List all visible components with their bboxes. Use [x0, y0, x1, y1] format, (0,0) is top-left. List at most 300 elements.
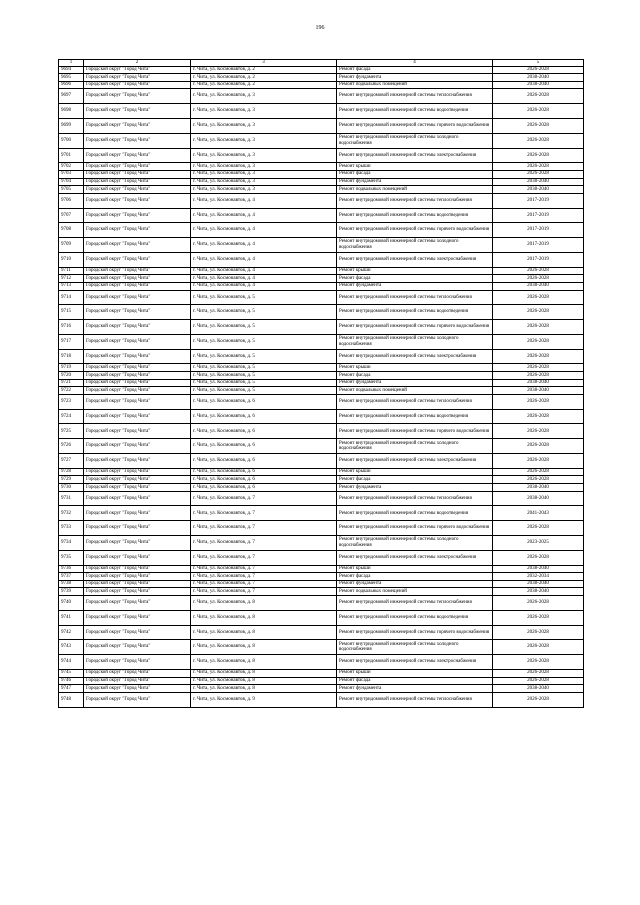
- table-row: [59, 484, 584, 492]
- table-row: [59, 305, 584, 320]
- period-cell: 2026-2028: [493, 320, 584, 335]
- period-cell: 2026-2028: [493, 468, 584, 476]
- work-type-cell: Ремонт фасада: [337, 476, 493, 484]
- table-row: [59, 387, 584, 395]
- period-cell: 2026-2028: [493, 669, 584, 677]
- address-cell: г. Чита, ул. Космонавтов, д. 7: [191, 573, 337, 581]
- row-number: 9737: [59, 573, 84, 581]
- page-number: 196: [315, 25, 325, 31]
- address-cell: г. Чита, ул. Космонавтов, д. 5: [191, 379, 337, 387]
- table-row: [59, 267, 584, 275]
- municipality-cell: Городской округ "Город Чита": [84, 439, 191, 454]
- period-cell: 2038-2040: [493, 186, 584, 194]
- address-cell: г. Чита, ул. Космонавтов, д. 3: [191, 118, 337, 133]
- work-type-cell: Ремонт крыши: [337, 669, 493, 677]
- municipality-cell: Городской округ "Город Чита": [84, 305, 191, 320]
- municipality-cell: Городской округ "Город Чита": [84, 74, 191, 82]
- table-row: [59, 424, 584, 439]
- period-cell: 2026-2028: [493, 655, 584, 670]
- table-row: [59, 282, 584, 290]
- work-type-cell: Ремонт фундамента: [337, 379, 493, 387]
- work-type-cell: Ремонт крыши: [337, 565, 493, 573]
- work-type-cell: Ремонт внутридомовой инженерной системы электроснабжения: [337, 550, 493, 565]
- work-type-cell: Ремонт внутридомовой инженерной системы водоотведения: [337, 409, 493, 424]
- municipality-cell: Городской округ "Город Чита": [84, 550, 191, 565]
- address-cell: г. Чита, ул. Космонавтов, д. 7: [191, 521, 337, 536]
- work-type-cell: Ремонт внутридомовой инженерной системы электроснабжения: [337, 148, 493, 163]
- row-number: 9740: [59, 595, 84, 610]
- work-type-cell: Ремонт фундамента: [337, 484, 493, 492]
- period-cell: 2026-2028: [493, 595, 584, 610]
- municipality-cell: Городской округ "Город Чита": [84, 685, 191, 693]
- period-cell: 2026-2028: [493, 267, 584, 275]
- table-row: [59, 439, 584, 454]
- period-cell: 2038-2040: [493, 379, 584, 387]
- period-cell: 2026-2028: [493, 305, 584, 320]
- table-row: [59, 379, 584, 387]
- table-row: [59, 409, 584, 424]
- table-row: [59, 491, 584, 506]
- row-number: 9708: [59, 223, 84, 238]
- work-type-cell: Ремонт фасада: [337, 275, 493, 283]
- municipality-cell: Городской округ "Город Чита": [84, 148, 191, 163]
- address-cell: г. Чита, ул. Космонавтов, д. 8: [191, 640, 337, 655]
- table-row: [59, 170, 584, 178]
- municipality-cell: Городской округ "Город Чита": [84, 409, 191, 424]
- work-type-cell: Ремонт внутридомовой инженерной системы теплоснабжения: [337, 290, 493, 305]
- work-type-cell: Ремонт внутридомовой инженерной системы теплоснабжения: [337, 692, 493, 707]
- municipality-cell: Городской округ "Город Чита": [84, 454, 191, 469]
- municipality-cell: Городской округ "Город Чита": [84, 163, 191, 171]
- address-cell: г. Чита, ул. Космонавтов, д. 4: [191, 223, 337, 238]
- row-number: 9703: [59, 170, 84, 178]
- period-cell: 2026-2028: [493, 640, 584, 655]
- table-row: [59, 655, 584, 670]
- table-row: [59, 536, 584, 551]
- row-number: 9719: [59, 364, 84, 372]
- work-type-cell: Ремонт внутридомовой инженерной системы холодного водоснабжения: [337, 640, 493, 655]
- period-cell: 2017-2019: [493, 238, 584, 253]
- work-type-cell: Ремонт внутридомовой инженерной системы водоотведения: [337, 610, 493, 625]
- municipality-cell: Городской округ "Город Чита": [84, 223, 191, 238]
- work-type-cell: Ремонт крыши: [337, 364, 493, 372]
- row-number: 9718: [59, 349, 84, 364]
- period-cell: 2026-2028: [493, 439, 584, 454]
- municipality-cell: Городской округ "Город Чита": [84, 387, 191, 395]
- row-number: 9747: [59, 685, 84, 693]
- row-number: 9696: [59, 81, 84, 89]
- address-cell: г. Чита, ул. Космонавтов, д. 7: [191, 491, 337, 506]
- row-number: 9694: [59, 66, 84, 74]
- address-cell: г. Чита, ул. Космонавтов, д. 7: [191, 580, 337, 588]
- period-cell: 2026-2028: [493, 424, 584, 439]
- municipality-cell: Городской округ "Город Чита": [84, 334, 191, 349]
- table-row: [59, 580, 584, 588]
- table-row: [59, 565, 584, 573]
- period-cell: 2026-2028: [493, 692, 584, 707]
- period-cell: 2038-2040: [493, 178, 584, 186]
- period-cell: 2038-2040: [493, 484, 584, 492]
- row-number: 9741: [59, 610, 84, 625]
- row-number: 9716: [59, 320, 84, 335]
- row-number: 9702: [59, 163, 84, 171]
- register-table: [58, 59, 584, 708]
- period-cell: 2026-2028: [493, 163, 584, 171]
- row-number: 9714: [59, 290, 84, 305]
- work-type-cell: Ремонт внутридомовой инженерной системы теплоснабжения: [337, 595, 493, 610]
- address-cell: г. Чита, ул. Космонавтов, д. 6: [191, 484, 337, 492]
- municipality-cell: Городской округ "Город Чита": [84, 133, 191, 148]
- work-type-cell: Ремонт фасада: [337, 573, 493, 581]
- row-number: 9725: [59, 424, 84, 439]
- table-row: [59, 669, 584, 677]
- table-row: [59, 454, 584, 469]
- address-cell: г. Чита, ул. Космонавтов, д. 3: [191, 148, 337, 163]
- table-row: [59, 372, 584, 380]
- table-row: [59, 685, 584, 693]
- row-number: 9723: [59, 394, 84, 409]
- row-number: 9701: [59, 148, 84, 163]
- address-cell: г. Чита, ул. Космонавтов, д. 3: [191, 170, 337, 178]
- row-number: 9745: [59, 669, 84, 677]
- work-type-cell: Ремонт фундамента: [337, 580, 493, 588]
- table-row: [59, 104, 584, 119]
- row-number: 9724: [59, 409, 84, 424]
- municipality-cell: Городской округ "Город Чита": [84, 588, 191, 596]
- municipality-cell: Городской округ "Город Чита": [84, 104, 191, 119]
- work-type-cell: Ремонт фасада: [337, 372, 493, 380]
- address-cell: г. Чита, ул. Космонавтов, д. 5: [191, 320, 337, 335]
- table-row: [59, 550, 584, 565]
- work-type-cell: Ремонт внутридомовой инженерной системы водоотведения: [337, 305, 493, 320]
- municipality-cell: Городской округ "Город Чита": [84, 580, 191, 588]
- row-number: 9705: [59, 186, 84, 194]
- municipality-cell: Городской округ "Город Чита": [84, 677, 191, 685]
- work-type-cell: Ремонт внутридомовой инженерной системы горячего водоснабжения: [337, 424, 493, 439]
- municipality-cell: Городской округ "Город Чита": [84, 491, 191, 506]
- row-number: 9730: [59, 484, 84, 492]
- work-type-cell: Ремонт внутридомовой инженерной системы электроснабжения: [337, 655, 493, 670]
- table-row: [59, 506, 584, 521]
- row-number: 9713: [59, 282, 84, 290]
- row-number: 9736: [59, 565, 84, 573]
- municipality-cell: Городской округ "Город Чита": [84, 669, 191, 677]
- table-row: [59, 74, 584, 82]
- row-number: 9712: [59, 275, 84, 283]
- table-body: [59, 60, 584, 708]
- period-cell: 2026-2028: [493, 89, 584, 104]
- address-cell: г. Чита, ул. Космонавтов, д. 8: [191, 625, 337, 640]
- municipality-cell: Городской округ "Город Чита": [84, 692, 191, 707]
- municipality-cell: Городской округ "Город Чита": [84, 267, 191, 275]
- address-cell: г. Чита, ул. Космонавтов, д. 6: [191, 468, 337, 476]
- period-cell: 2026-2028: [493, 148, 584, 163]
- row-number: 9743: [59, 640, 84, 655]
- work-type-cell: Ремонт внутридомовой инженерной системы электроснабжения: [337, 349, 493, 364]
- work-type-cell: Ремонт внутридомовой инженерной системы холодного водоснабжения: [337, 133, 493, 148]
- row-number: 9746: [59, 677, 84, 685]
- municipality-cell: Городской округ "Город Чита": [84, 394, 191, 409]
- period-cell: 2026-2028: [493, 364, 584, 372]
- municipality-cell: Городской округ "Город Чита": [84, 484, 191, 492]
- municipality-cell: Городской округ "Город Чита": [84, 186, 191, 194]
- period-cell: 2038-2040: [493, 580, 584, 588]
- row-number: 9733: [59, 521, 84, 536]
- address-cell: г. Чита, ул. Космонавтов, д. 8: [191, 677, 337, 685]
- municipality-cell: Городской округ "Город Чита": [84, 536, 191, 551]
- address-cell: г. Чита, ул. Космонавтов, д. 8: [191, 610, 337, 625]
- period-cell: 2038-2040: [493, 387, 584, 395]
- address-cell: г. Чита, ул. Космонавтов, д. 7: [191, 550, 337, 565]
- municipality-cell: Городской округ "Город Чита": [84, 118, 191, 133]
- table-row: [59, 178, 584, 186]
- table-row: [59, 394, 584, 409]
- municipality-cell: Городской округ "Город Чита": [84, 625, 191, 640]
- work-type-cell: Ремонт внутридомовой инженерной системы теплоснабжения: [337, 89, 493, 104]
- address-cell: г. Чита, ул. Космонавтов, д. 8: [191, 595, 337, 610]
- municipality-cell: Городской округ "Город Чита": [84, 178, 191, 186]
- header-row: [59, 60, 584, 67]
- work-type-cell: Ремонт фасада: [337, 677, 493, 685]
- row-number: 9728: [59, 468, 84, 476]
- address-cell: г. Чита, ул. Космонавтов, д. 8: [191, 685, 337, 693]
- work-type-cell: Ремонт фундамента: [337, 685, 493, 693]
- period-cell: 2026-2028: [493, 104, 584, 119]
- municipality-cell: Городской округ "Город Чита": [84, 89, 191, 104]
- table-row: [59, 468, 584, 476]
- work-type-cell: Ремонт внутридомовой инженерной системы горячего водоснабжения: [337, 223, 493, 238]
- period-cell: 2026-2028: [493, 66, 584, 74]
- row-number: 9744: [59, 655, 84, 670]
- row-number: 9710: [59, 252, 84, 267]
- table-row: [59, 186, 584, 194]
- work-type-cell: Ремонт внутридомовой инженерной системы теплоснабжения: [337, 394, 493, 409]
- address-cell: г. Чита, ул. Космонавтов, д. 3: [191, 104, 337, 119]
- work-type-cell: Ремонт фундамента: [337, 74, 493, 82]
- period-cell: 2026-2028: [493, 349, 584, 364]
- period-cell: 2026-2028: [493, 625, 584, 640]
- address-cell: г. Чита, ул. Космонавтов, д. 4: [191, 267, 337, 275]
- period-cell: 2038-2040: [493, 81, 584, 89]
- period-cell: 2026-2028: [493, 677, 584, 685]
- table-row: [59, 588, 584, 596]
- municipality-cell: Городской округ "Город Чита": [84, 521, 191, 536]
- row-number: 9695: [59, 74, 84, 82]
- municipality-cell: Городской округ "Город Чита": [84, 252, 191, 267]
- municipality-cell: Городской округ "Город Чита": [84, 320, 191, 335]
- row-number: 9704: [59, 178, 84, 186]
- work-type-cell: Ремонт внутридомовой инженерной системы водоотведения: [337, 208, 493, 223]
- period-cell: 2026-2028: [493, 476, 584, 484]
- period-cell: 2038-2040: [493, 588, 584, 596]
- period-cell: 2017-2019: [493, 252, 584, 267]
- municipality-cell: Городской округ "Город Чита": [84, 193, 191, 208]
- period-cell: 2026-2028: [493, 372, 584, 380]
- address-cell: г. Чита, ул. Космонавтов, д. 5: [191, 305, 337, 320]
- table-row: [59, 573, 584, 581]
- municipality-cell: Городской округ "Город Чита": [84, 595, 191, 610]
- municipality-cell: Городской округ "Город Чита": [84, 66, 191, 74]
- municipality-cell: Городской округ "Город Чита": [84, 372, 191, 380]
- table-row: [59, 81, 584, 89]
- work-type-cell: Ремонт внутридомовой инженерной системы горячего водоснабжения: [337, 320, 493, 335]
- period-cell: 2026-2028: [493, 409, 584, 424]
- table-row: [59, 252, 584, 267]
- work-type-cell: Ремонт подвальных помещений: [337, 387, 493, 395]
- address-cell: г. Чита, ул. Космонавтов, д. 6: [191, 409, 337, 424]
- address-cell: г. Чита, ул. Космонавтов, д. 3: [191, 186, 337, 194]
- municipality-cell: Городской округ "Город Чита": [84, 238, 191, 253]
- row-number: 9735: [59, 550, 84, 565]
- period-cell: 2026-2028: [493, 118, 584, 133]
- row-number: 9706: [59, 193, 84, 208]
- address-cell: г. Чита, ул. Космонавтов, д. 5: [191, 372, 337, 380]
- work-type-cell: Ремонт внутридомовой инженерной системы горячего водоснабжения: [337, 118, 493, 133]
- table-row: [59, 349, 584, 364]
- address-cell: г. Чита, ул. Космонавтов, д. 3: [191, 133, 337, 148]
- table-row: [59, 677, 584, 685]
- address-cell: г. Чита, ул. Космонавтов, д. 6: [191, 454, 337, 469]
- address-cell: г. Чита, ул. Космонавтов, д. 2: [191, 81, 337, 89]
- municipality-cell: Городской округ "Город Чита": [84, 424, 191, 439]
- row-number: 9720: [59, 372, 84, 380]
- period-cell: 2032-2034: [493, 573, 584, 581]
- period-cell: 2017-2019: [493, 193, 584, 208]
- table-row: [59, 334, 584, 349]
- work-type-cell: Ремонт фундамента: [337, 178, 493, 186]
- table-row: [59, 595, 584, 610]
- work-type-cell: Ремонт внутридомовой инженерной системы холодного водоснабжения: [337, 238, 493, 253]
- municipality-cell: Городской округ "Город Чита": [84, 506, 191, 521]
- municipality-cell: Городской округ "Город Чита": [84, 468, 191, 476]
- row-number: 9697: [59, 89, 84, 104]
- address-cell: г. Чита, ул. Космонавтов, д. 4: [191, 193, 337, 208]
- period-cell: 2038-2040: [493, 685, 584, 693]
- row-number: 9727: [59, 454, 84, 469]
- table-row: [59, 163, 584, 171]
- header-cell: 4: [337, 60, 493, 67]
- address-cell: г. Чита, ул. Космонавтов, д. 3: [191, 89, 337, 104]
- period-cell: 2017-2019: [493, 208, 584, 223]
- row-number: 9726: [59, 439, 84, 454]
- work-type-cell: Ремонт внутридомовой инженерной системы горячего водоснабжения: [337, 521, 493, 536]
- row-number: 9721: [59, 379, 84, 387]
- municipality-cell: Городской округ "Город Чита": [84, 275, 191, 283]
- table-row: [59, 364, 584, 372]
- work-type-cell: Ремонт крыши: [337, 468, 493, 476]
- table-row: [59, 320, 584, 335]
- address-cell: г. Чита, ул. Космонавтов, д. 7: [191, 536, 337, 551]
- table-row: [59, 223, 584, 238]
- period-cell: 2026-2028: [493, 290, 584, 305]
- period-cell: 2026-2028: [493, 550, 584, 565]
- work-type-cell: Ремонт фасада: [337, 66, 493, 74]
- address-cell: г. Чита, ул. Космонавтов, д. 5: [191, 349, 337, 364]
- row-number: 9738: [59, 580, 84, 588]
- period-cell: 2026-2028: [493, 275, 584, 283]
- municipality-cell: Городской округ "Город Чита": [84, 640, 191, 655]
- row-number: 9711: [59, 267, 84, 275]
- table-row: [59, 208, 584, 223]
- table-row: [59, 692, 584, 707]
- row-number: 9739: [59, 588, 84, 596]
- address-cell: г. Чита, ул. Космонавтов, д. 6: [191, 439, 337, 454]
- work-type-cell: Ремонт внутридомовой инженерной системы электроснабжения: [337, 252, 493, 267]
- address-cell: г. Чита, ул. Космонавтов, д. 5: [191, 290, 337, 305]
- address-cell: г. Чита, ул. Космонавтов, д. 4: [191, 208, 337, 223]
- table-row: [59, 66, 584, 74]
- municipality-cell: Городской округ "Город Чита": [84, 610, 191, 625]
- address-cell: г. Чита, ул. Космонавтов, д. 4: [191, 238, 337, 253]
- work-type-cell: Ремонт внутридомовой инженерной системы холодного водоснабжения: [337, 536, 493, 551]
- row-number: 9748: [59, 692, 84, 707]
- row-number: 9729: [59, 476, 84, 484]
- address-cell: г. Чита, ул. Космонавтов, д. 5: [191, 364, 337, 372]
- table-row: [59, 238, 584, 253]
- row-number: 9731: [59, 491, 84, 506]
- period-cell: 2023-2025: [493, 536, 584, 551]
- work-type-cell: Ремонт подвальных помещений: [337, 588, 493, 596]
- work-type-cell: Ремонт крыши: [337, 267, 493, 275]
- work-type-cell: Ремонт внутридомовой инженерной системы холодного водоснабжения: [337, 334, 493, 349]
- row-number: 9734: [59, 536, 84, 551]
- work-type-cell: Ремонт подвальных помещений: [337, 81, 493, 89]
- municipality-cell: Городской округ "Город Чита": [84, 565, 191, 573]
- municipality-cell: Городской округ "Город Чита": [84, 208, 191, 223]
- municipality-cell: Городской округ "Город Чита": [84, 170, 191, 178]
- address-cell: г. Чита, ул. Космонавтов, д. 4: [191, 252, 337, 267]
- address-cell: г. Чита, ул. Космонавтов, д. 5: [191, 334, 337, 349]
- municipality-cell: Городской округ "Город Чита": [84, 476, 191, 484]
- table-row: [59, 148, 584, 163]
- table-row: [59, 275, 584, 283]
- period-cell: 2038-2040: [493, 491, 584, 506]
- period-cell: 2038-2040: [493, 74, 584, 82]
- table-row: [59, 610, 584, 625]
- municipality-cell: Городской округ "Город Чита": [84, 655, 191, 670]
- address-cell: г. Чита, ул. Космонавтов, д. 3: [191, 163, 337, 171]
- municipality-cell: Городской округ "Город Чита": [84, 573, 191, 581]
- period-cell: 2026-2028: [493, 454, 584, 469]
- row-number: 9722: [59, 387, 84, 395]
- address-cell: г. Чита, ул. Космонавтов, д. 7: [191, 506, 337, 521]
- municipality-cell: Городской округ "Город Чита": [84, 81, 191, 89]
- address-cell: г. Чита, ул. Космонавтов, д. 8: [191, 655, 337, 670]
- municipality-cell: Городской округ "Город Чита": [84, 290, 191, 305]
- header-cell: 1: [59, 60, 84, 67]
- address-cell: г. Чита, ул. Космонавтов, д. 6: [191, 424, 337, 439]
- address-cell: г. Чита, ул. Космонавтов, д. 4: [191, 275, 337, 283]
- address-cell: г. Чита, ул. Космонавтов, д. 6: [191, 476, 337, 484]
- row-number: 9717: [59, 334, 84, 349]
- address-cell: г. Чита, ул. Космонавтов, д. 7: [191, 588, 337, 596]
- address-cell: г. Чита, ул. Космонавтов, д. 2: [191, 66, 337, 74]
- table-row: [59, 89, 584, 104]
- period-cell: 2017-2019: [493, 223, 584, 238]
- table-row: [59, 193, 584, 208]
- period-cell: 2026-2028: [493, 334, 584, 349]
- period-cell: 2026-2028: [493, 521, 584, 536]
- row-number: 9707: [59, 208, 84, 223]
- table-row: [59, 640, 584, 655]
- table-row: [59, 476, 584, 484]
- period-cell: 2038-2040: [493, 282, 584, 290]
- municipality-cell: Городской округ "Город Чита": [84, 282, 191, 290]
- table-row: [59, 521, 584, 536]
- row-number: 9699: [59, 118, 84, 133]
- work-type-cell: Ремонт внутридомовой инженерной системы холодного водоснабжения: [337, 439, 493, 454]
- table-row: [59, 133, 584, 148]
